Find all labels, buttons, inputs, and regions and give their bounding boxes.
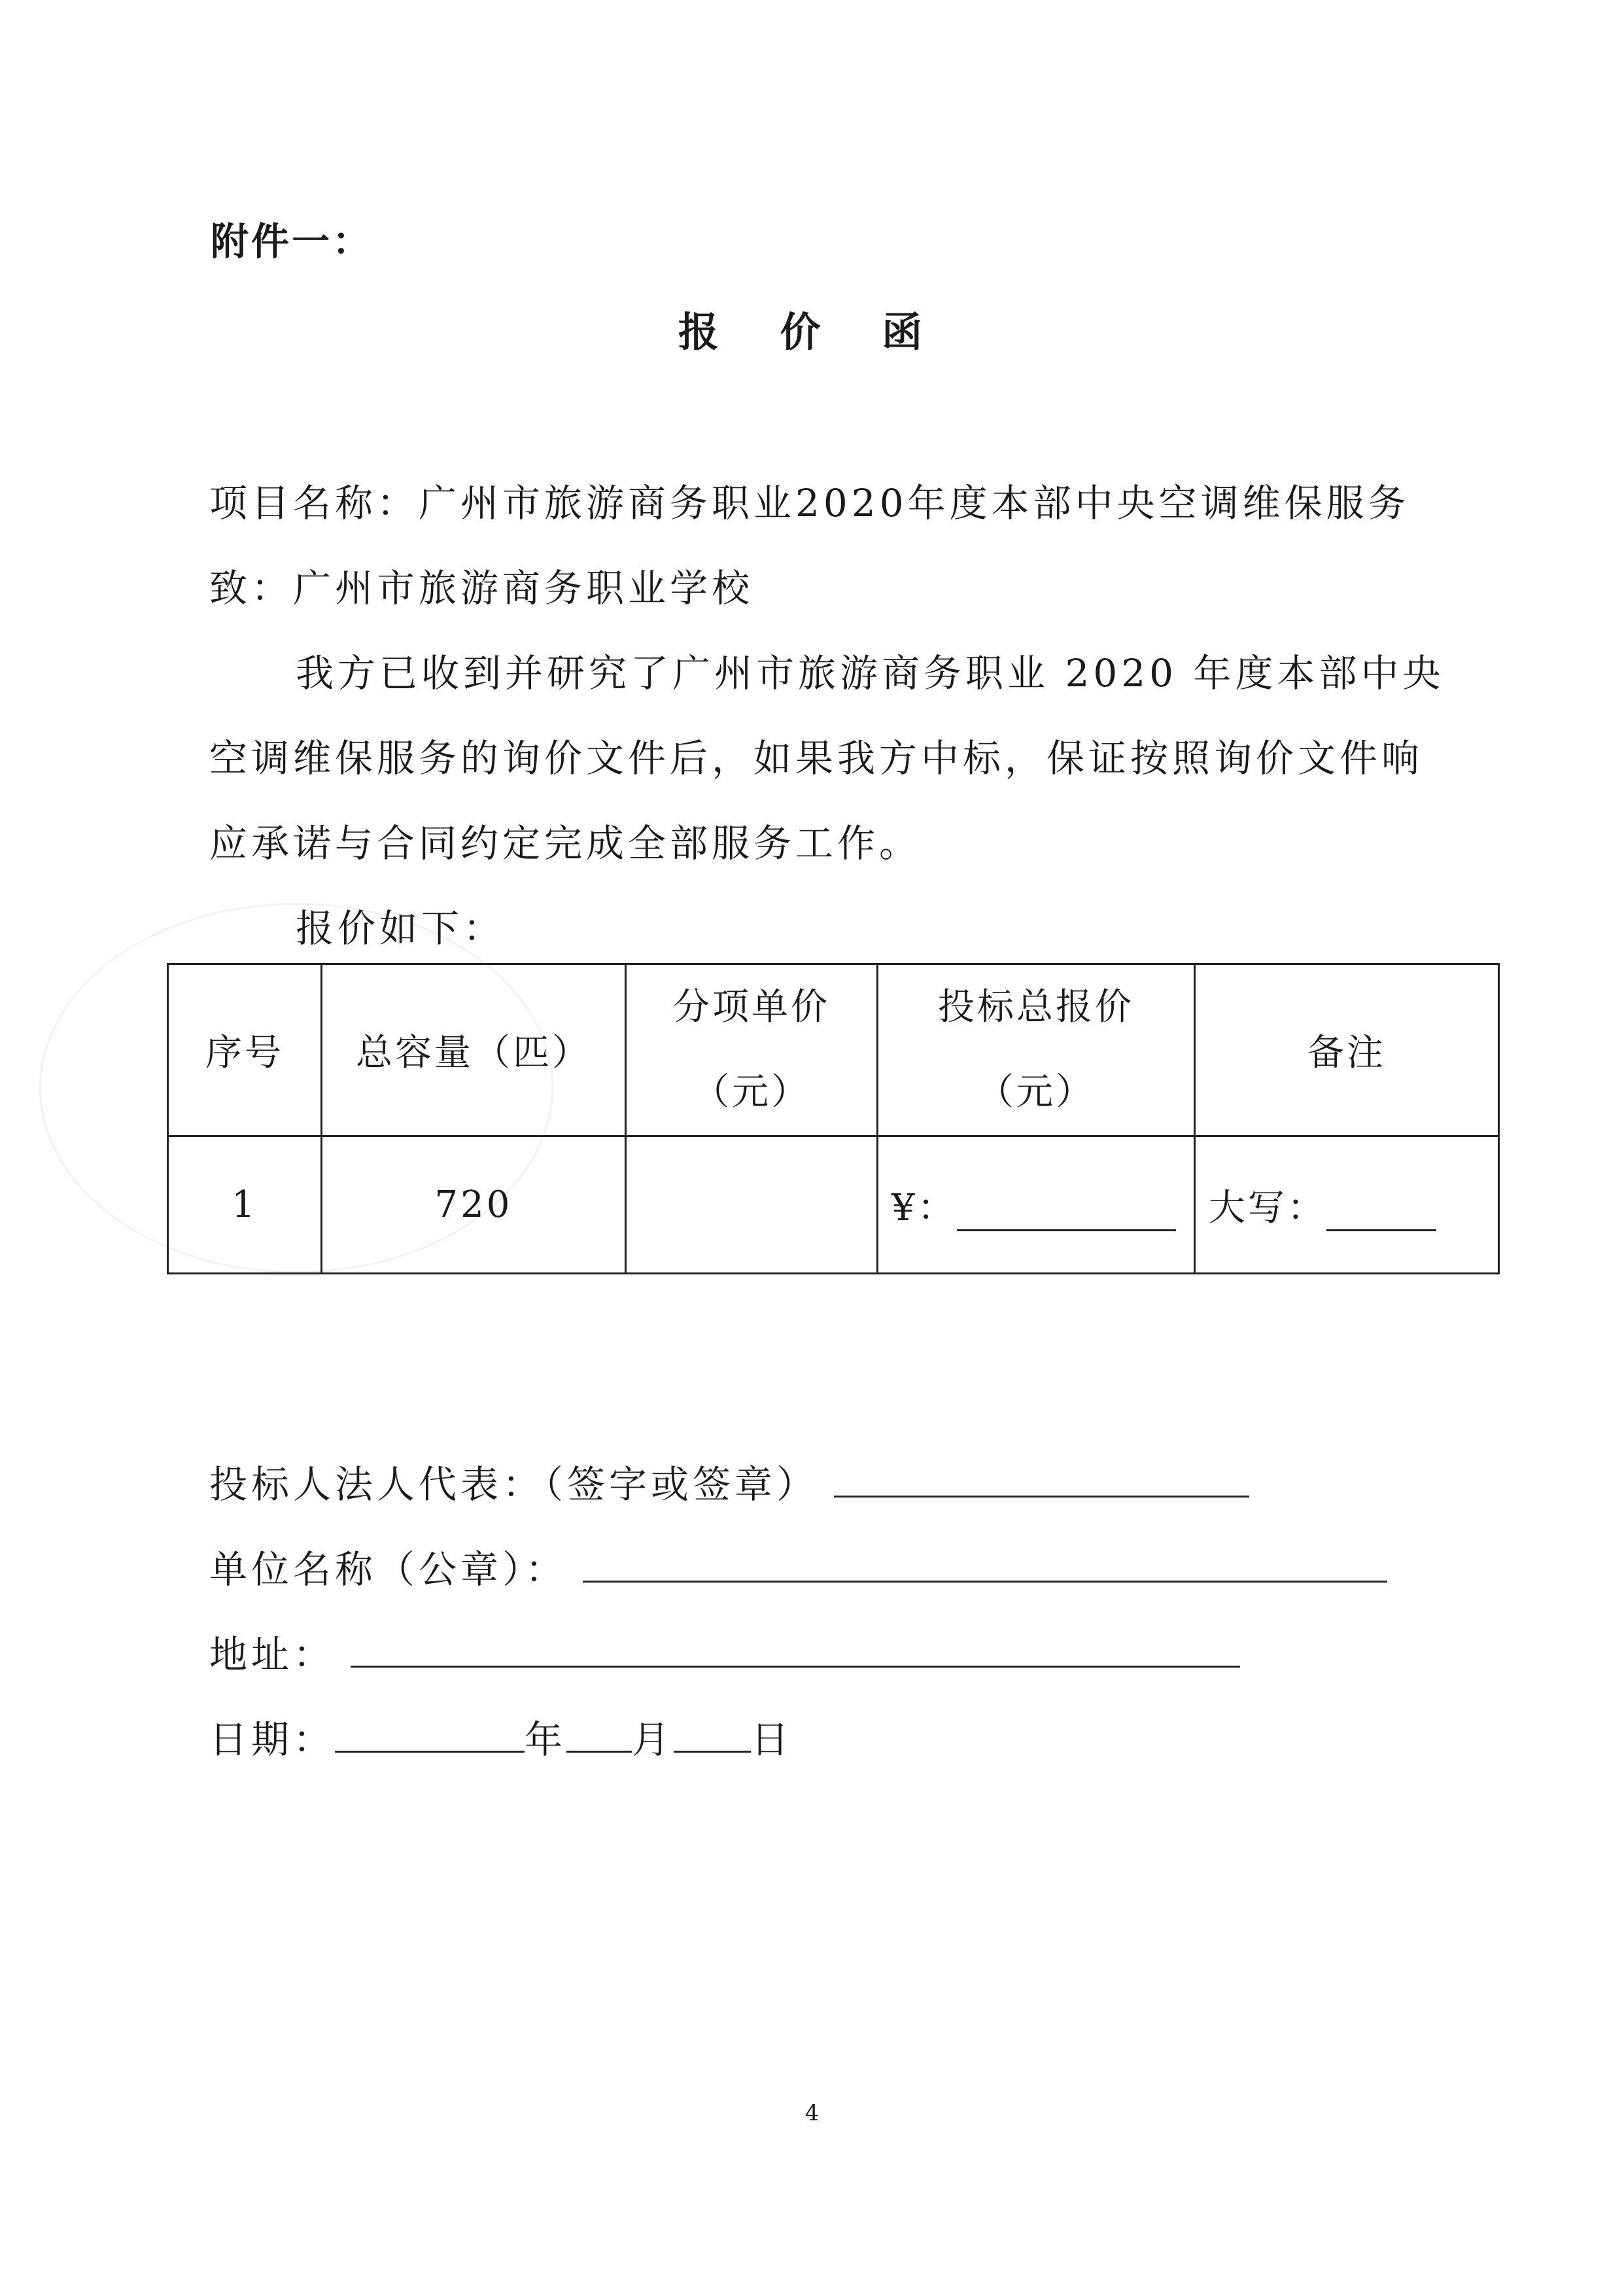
legal-rep-signature-field[interactable] (834, 1458, 1249, 1498)
date-line (209, 1709, 793, 1764)
company-label: 单位名称（公章）： (209, 1547, 568, 1592)
company-name-field[interactable] (583, 1543, 1387, 1583)
cell-seq: 1 (168, 1136, 322, 1274)
header-total-price (878, 964, 1195, 1136)
cell-remark[interactable] (1195, 1136, 1499, 1274)
remark-prefix: 大写： (1209, 1186, 1326, 1229)
address-field[interactable] (351, 1628, 1240, 1668)
remark-blank[interactable] (1326, 1187, 1436, 1231)
address-label: 地址： (209, 1632, 336, 1677)
legal-rep-label: 投标人法人代表：（签字或签章） (209, 1462, 819, 1507)
page-number: 4 (804, 2100, 820, 2126)
body-text-line-1: 我方已收到并研究了广州市旅游商务职业 2020 年度本部中央 (296, 651, 1445, 695)
header-unit-price-line2: （元） (693, 1071, 810, 1113)
header-seq: 序号 (168, 964, 322, 1136)
cell-capacity: 720 (322, 1136, 626, 1274)
quote-table (167, 963, 1500, 1274)
body-text-line-2: 空调维保服务的询价文件后，如果我方中标，保证按照询价文件响 (209, 736, 1424, 780)
attachment-label: 附件一： (211, 219, 373, 264)
body-text-line-3: 应承诺与合同约定完成全部服务工作。 (209, 821, 922, 866)
project-name-line: 项目名称：广州市旅游商务职业2020年度本部中央空调维保服务 (209, 481, 1410, 525)
header-remark: 备注 (1195, 964, 1499, 1136)
table-row (168, 1136, 1499, 1274)
year-label: 年 (525, 1717, 567, 1762)
address-line (209, 1624, 1240, 1679)
company-line (209, 1539, 1387, 1594)
table-header-row (168, 964, 1499, 1136)
legal-rep-line (209, 1454, 1249, 1509)
header-capacity: 总容量（匹） (322, 964, 626, 1136)
document-title: 报 价 函 (678, 308, 946, 356)
header-unit-price-line1: 分项单价 (673, 986, 830, 1028)
month-field[interactable] (566, 1713, 632, 1753)
header-total-price-line1: 投标总报价 (938, 986, 1134, 1028)
year-field[interactable] (335, 1713, 525, 1753)
total-price-blank[interactable] (957, 1187, 1176, 1231)
recipient-line: 致：广州市旅游商务职业学校 (209, 566, 754, 610)
cell-total-price[interactable] (878, 1136, 1195, 1274)
header-unit-price (626, 964, 878, 1136)
month-label: 月 (632, 1717, 674, 1762)
header-total-price-line2: （元） (977, 1071, 1095, 1113)
day-label: 日 (751, 1717, 793, 1762)
total-price-prefix: ¥： (891, 1186, 957, 1229)
cell-unit-price[interactable] (626, 1136, 878, 1274)
quote-intro: 报价如下： (296, 906, 506, 951)
day-field[interactable] (674, 1713, 751, 1753)
date-label: 日期： (209, 1717, 336, 1762)
